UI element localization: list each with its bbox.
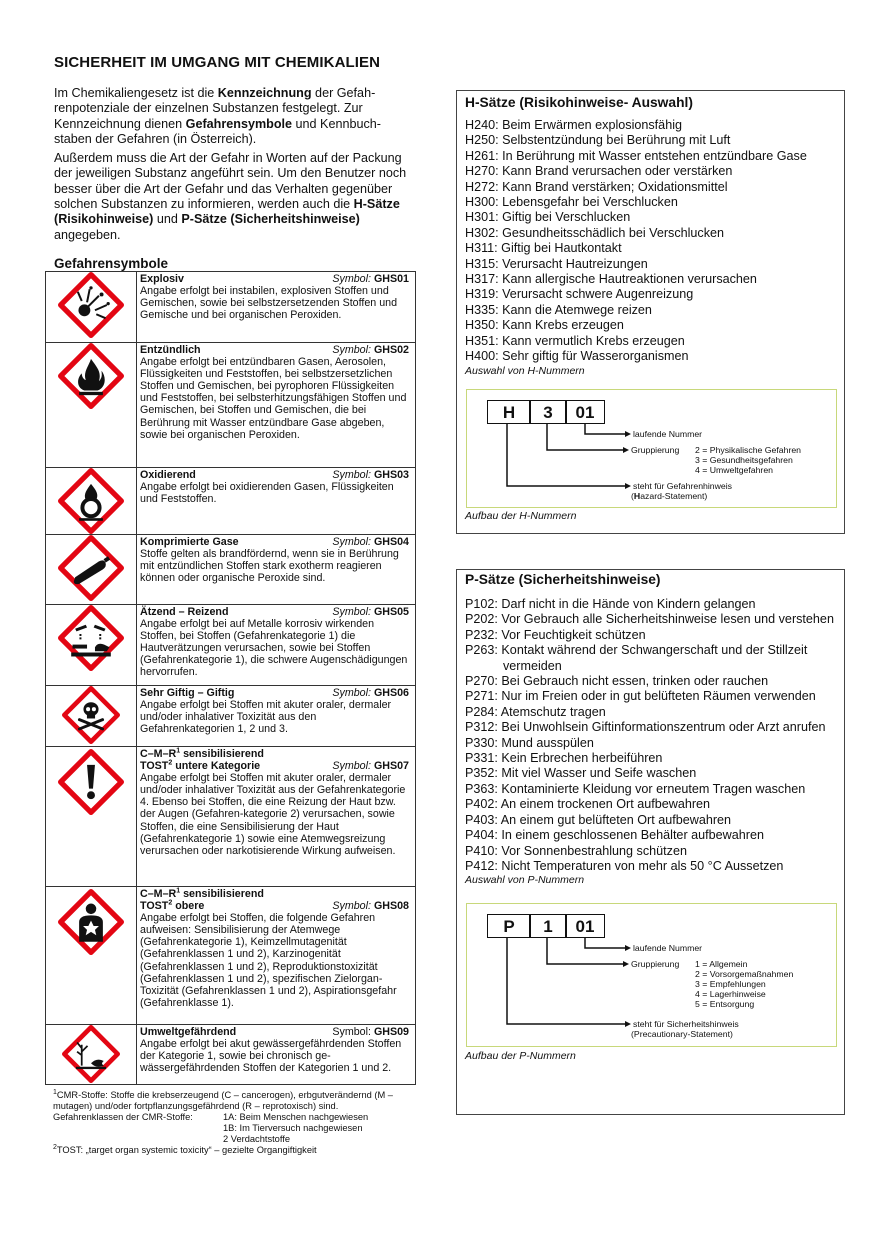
p-diagram-caption: Aufbau der P-Nummern (465, 1050, 576, 1063)
h-statement-list (465, 118, 836, 365)
h-statement-item: H272: Kann Brand verstärken; Oxidationsmittel (465, 179, 728, 194)
corrosion-icon (58, 605, 124, 671)
p-statement-item: P270: Bei Gebrauch nicht essen, trinken oder rauchen (465, 674, 769, 689)
h-statement-item: H300: Lebensgefahr bei Verschlucken (465, 195, 678, 210)
footnote-2: $^2$TOST: „target organ systemic toxicity“ – gezielte Organgiftigkeit (53, 1143, 317, 1155)
p-statement-item: P410: Vor Sonnenbestrahlung schützen (465, 843, 687, 858)
p-statement-item: P263: Kontakt während der Schwangerschaft und der Stillzeit vermeiden (465, 643, 808, 673)
environment-icon (62, 1025, 120, 1083)
h-statements-box (456, 90, 845, 534)
flame-over-circle-icon (58, 468, 124, 534)
p-statement-item: P312: Bei Unwohlsein Giftinformationszentrum oder Arzt anrufen (465, 720, 826, 735)
ghs-row-ghs04: Komprimierte Gase Symbol: GHS04 Stoffe gelten als brandfördernd, wenn sie in Berührung mit entzündlichen Stoffen stark exotherm reagieren können oder organische Peroxide sind. (46, 535, 416, 605)
intro-paragraph-2: Außerdem muss die Art der Gefahr in Worten auf der Packung der jeweiligen Substanz angeführt sein. Um den Benutzer noch besser über die Art der Gefahr und das Verhalten gegenüber solchen Substanzen zu informieren, werden auch die H-Sätze (Risikohinweise) und P-Sätze (Sicherheitshinweise) angegeben. (54, 151, 407, 242)
h-number-diagram: H 3 01 laufende Nummer Gruppierung 2 = Physikalische Gefahren 3 = Gesundheitsgefahren 4 = Umweltgefahren steht für Gefahrenhinweis (Hazard-Statement) (466, 389, 837, 508)
ghs-row-ghs02: Entzündlich Symbol: GHS02 Angabe erfolgt bei entzündbaren Gasen, Aerosolen, Flüssigkeiten und Feststoffen, bei selbstzersetzlichen Stoffen und Gemischen, bei pyrophoren Flüssigkeiten und Feststoffen, bei selbsterhitzungsfähigen Stoffen und Gemischen, bei Stoffen und Gemischen, die bei Berührung mit Wasser entzündbare Gase abgeben, sowie bei organischen Peroxiden. (46, 343, 416, 468)
ghs-row-ghs03: Oxidierend Symbol: GHS03 Angabe erfolgt bei oxidierenden Gasen, Flüssigkeiten und Feststoffen. (46, 468, 416, 535)
h-statement-item: H250: Selbstentzündung bei Berührung mit Luft (465, 133, 731, 148)
h-statement-item: H319: Verursacht schwere Augenreizung (465, 287, 694, 302)
h-diagram-letter: H (487, 400, 531, 424)
p-statement-item: P271: Nur im Freien oder in gut belüfteten Räumen verwenden (465, 689, 816, 704)
h-statement-item: H317: Kann allergische Hautreaktionen verursachen (465, 272, 757, 287)
h-statement-item: H302: Gesundheitsschädlich bei Verschlucken (465, 225, 725, 240)
p-diagram-number: 01 (565, 914, 605, 938)
p-statement-item: P404: In einem geschlossenen Behälter aufbewahren (465, 828, 764, 843)
h-statement-item: H335: Kann die Atemwege reizen (465, 302, 652, 317)
h-statement-item: H311: Giftig bei Hautkontakt (465, 241, 622, 256)
p-statement-item: P232: Vor Feuchtigkeit schützen (465, 627, 646, 642)
footnote-1: $^1$CMR-Stoffe: Stoffe die krebserzeugend (C – cancerogen), erbgutverändernd (M – mutagen) und/oder fortpflanzungsgefährdend (R – reprotoxisch) sind. (53, 1088, 393, 1111)
p-statements-box (456, 569, 845, 1115)
h-statement-item: H240: Beim Erwärmen explosionsfähig (465, 118, 682, 132)
ghs-section-title: Gefahrensymbole (54, 256, 169, 271)
skull-crossbones-icon (62, 686, 120, 744)
p-statement-item: P403: An einem gut belüfteten Ort aufbewahren (465, 812, 732, 827)
h-statement-item: H315: Verursacht Hautreizungen (465, 256, 648, 271)
health-hazard-icon (58, 889, 124, 955)
p-statement-list (465, 597, 836, 874)
ghs-row-ghs01: Explosiv Symbol: GHS01 Angabe erfolgt bei instabilen, explosiven Stoffen und Gemischen, sowie bei selbstzersetzenden Stoffen und Gemische und bei organischen Peroxiden. (46, 272, 416, 343)
h-statement-item: H350: Kann Krebs erzeugen (465, 318, 624, 333)
h-diagram-number: 01 (565, 400, 605, 424)
ghs-row-ghs08: $C-M-R^1$ sensibilisierend TOST$^2$ obere Symbol: GHS08 Angabe erfolgt bei Stoffen, die folgende Gefahren aufweisen: Sensibilisierung der Atemwege (Gefahrenkategorie 1), Keimzellmutagenität (Gefahrenklassen 1 und 2), Karzinogenität (Gefahrenklassen 1 und 2), Reproduktionstoxizität (Gefahrenklassen 1 und 2), spezifischen Zielorgan-Toxizität (Gefahrenklassen 1 und 2), Aspirationsgefahr (Gefahrenklasse 1). (46, 887, 416, 1025)
gas-cylinder-icon (58, 535, 124, 601)
h-box-title: H-Sätze (Risikohinweise- Auswahl) (465, 95, 693, 110)
ghs-row-ghs05: Ätzend – Reizend Symbol: GHS05 Angabe erfolgt bei auf Metalle korrosiv wirkenden Stoffen, bei Stoffen (Gefahrenkategorie 1) die Hautverätzungen verursachen, sowie bei Stoffen (Gefahrenkategorie 1), die schwere Augenschädigungen hervorrufen. (46, 605, 416, 686)
ghs-row-ghs09: Umweltgefährdend Symbol: GHS09 Angabe erfolgt bei akut gewässergefährdenden Stoffen der Kategorie 1, sowie bei chronisch ge-wässergefährdenden Stoffen der Kategorien 1 und 2. (46, 1025, 416, 1085)
p-number-diagram: P 1 01 laufende Nummer Gruppierung 1 = Allgemein 2 = Vorsorgemaßnahmen 3 = Empfehlungen 4 = Lagerhinweise 5 = Entsorgung steht für Sicherheitshinweis (Precautionary-Statement) (466, 903, 837, 1047)
p-diagram-letter: P (487, 914, 531, 938)
flame-icon (58, 343, 124, 409)
h-statement-item: H400: Sehr giftig für Wasserorganismen (465, 349, 689, 364)
p-statement-item: P402: An einem trockenen Ort aufbewahren (465, 797, 711, 812)
intro-text (54, 86, 408, 247)
p-statement-item: P202: Vor Gebrauch alle Sicherheitshinweise lesen und verstehen (465, 612, 834, 627)
p-box-title: P-Sätze (Sicherheitshinweise) (465, 572, 661, 587)
h-statement-item: H261: In Berührung mit Wasser entstehen entzündbare Gase (465, 148, 807, 163)
p-diagram-group: 1 (529, 914, 567, 938)
page-title: SICHERHEIT IM UMGANG MIT CHEMIKALIEN (54, 54, 381, 71)
h-diagram-caption: Aufbau der H-Nummern (465, 509, 577, 522)
h-statement-item: H270: Kann Brand verursachen oder verstärken (465, 164, 733, 179)
p-statement-item: P330: Mund ausspülen (465, 735, 594, 750)
exclamation-mark-icon (58, 749, 124, 815)
h-selection-caption: Auswahl von H-Nummern (465, 364, 585, 377)
h-statement-item: H351: Kann vermutlich Krebs erzeugen (465, 333, 685, 348)
p-statement-item: P363: Kontaminierte Kleidung vor erneutem Tragen waschen (465, 781, 806, 796)
p-statement-item: P352: Mit viel Wasser und Seife waschen (465, 766, 697, 781)
p-statement-item: P412: Nicht Temperaturen von mehr als 50 °C Aussetzen (465, 858, 784, 873)
ghs-table (45, 271, 416, 1085)
h-diagram-group: 3 (529, 400, 567, 424)
footnotes: $^1$CMR-Stoffe: Stoffe die krebserzeugend (C – cancerogen), erbgutverändernd (M – mutagen) und/oder fortpflanzungsgefährdend (R – reprotoxisch) sind. Gefahrenklassen der CMR-Stoffe: 1A: Beim Menschen nachgewiesen 1B: Im Tierversuch nachgewiesen 2 Verdachtstoffe $^2$TOST: „target organ systemic toxicity“ – gezielte Organgiftigkeit (53, 1090, 423, 1155)
h-statement-item: H301: Giftig bei Verschlucken (465, 210, 631, 225)
ghs-row-ghs07: $C-M-R^1$ sensibilisierend TOST$^2$ untere Kategorie Symbol: GHS07 Angabe erfolgt bei Stoffen mit akuter oraler, dermaler und/oder inhalativer Toxizität aus der Gefahrenkategorie 4. Ebenso bei Stoffen, die eine Reizung der Haut bzw. der Augen (Gefahren-kategorie 2) verursachen, sowie Stoffen, die eine Sensibilisierung der Haut (Gefahrenkategorie 1) sowie eine Atemwegsreizung verursachen oder narkotisierende Wirkung aufweisen. (46, 747, 416, 887)
ghs-row-ghs06: Sehr Giftig – Giftig Symbol: GHS06 Angabe erfolgt bei Stoffen mit akuter oraler, dermaler und/oder inhalativer Toxizität aus den Gefahrenkategorien 1, 2 und 3. (46, 686, 416, 747)
p-selection-caption: Auswahl von P-Nummern (465, 874, 585, 887)
exploding-bomb-icon (58, 272, 124, 338)
p-statement-item: P102: Darf nicht in die Hände von Kindern gelangen (465, 597, 756, 611)
p-statement-item: P331: Kein Erbrechen herbeiführen (465, 751, 663, 766)
intro-paragraph-1: Im Chemikaliengesetz ist die Kennzeichnung der Gefah-renpotenziale der einzelnen Substanzen festgelegt. Zur Kennzeichnung dienen Gefahrensymbole und Kennbuch-staben der Gefahren (in Österreich). (54, 86, 381, 146)
p-statement-item: P284: Atemschutz tragen (465, 704, 606, 719)
